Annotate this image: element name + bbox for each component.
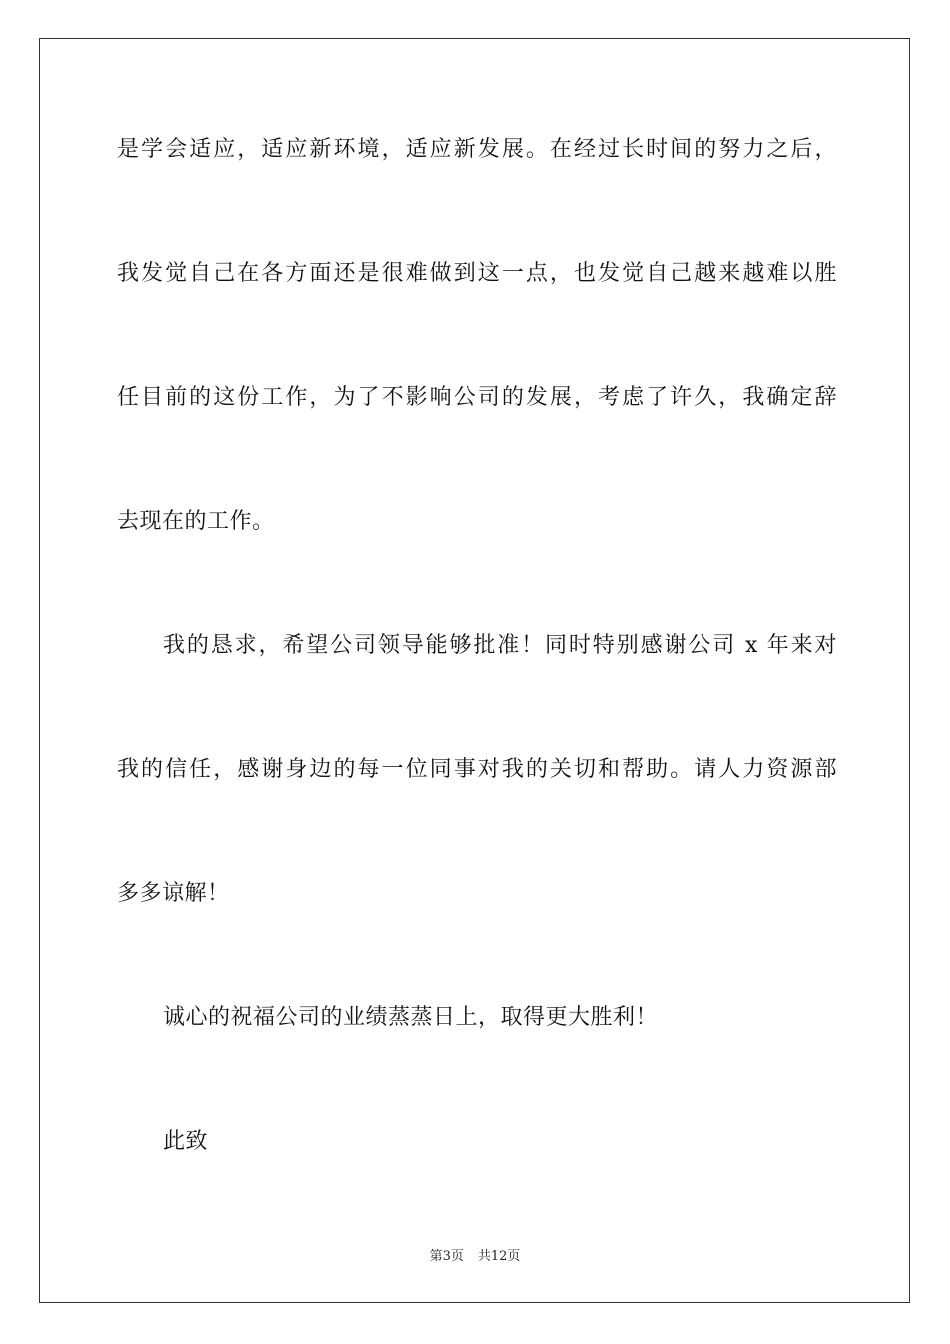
body-text-line: 去现在的工作。	[117, 509, 275, 534]
body-text-line: 我发觉自己在各方面还是很难做到这一点，也发觉自己越来越难以胜	[117, 261, 837, 286]
page-number: 第3页	[429, 1249, 464, 1264]
page-border	[39, 38, 910, 1303]
body-text-line: 我的恳求，希望公司领导能够批准！同时特别感谢公司 x 年来对	[163, 633, 837, 658]
body-text-line: 我的信任，感谢身边的每一位同事对我的关切和帮助。请人力资源部	[117, 757, 837, 782]
body-text-line: 是学会适应，适应新环境，适应新发展。在经过长时间的努力之后，	[117, 137, 837, 162]
body-text-line: 多多谅解！	[117, 881, 230, 906]
body-text-line: 任目前的这份工作，为了不影响公司的发展，考虑了许久，我确定辞	[117, 385, 837, 410]
body-text-line: 诚心的祝福公司的业绩蒸蒸日上，取得更大胜利！	[163, 1005, 659, 1030]
closing-salutation: 此致	[163, 1129, 209, 1154]
page-total: 共12页	[477, 1249, 521, 1264]
page-footer	[0, 1248, 950, 1266]
